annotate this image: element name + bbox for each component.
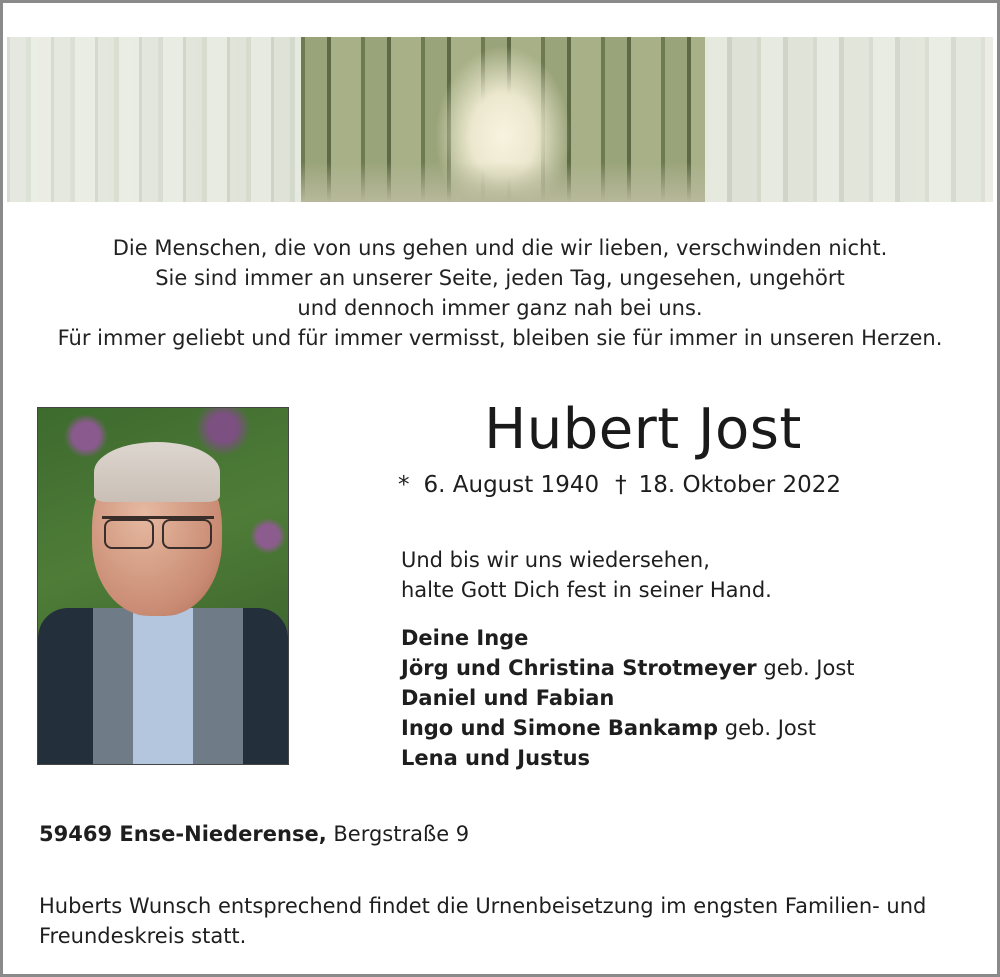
quote-line: Für immer geliebt und für immer vermisst, bleiben sie für immer in unseren Herzen.	[57, 326, 943, 350]
birth-date: 6. August 1940	[423, 472, 600, 498]
quote-line: und dennoch immer ganz nah bei uns.	[297, 296, 703, 320]
verse-line: halte Gott Dich fest in seiner Hand.	[401, 578, 772, 602]
life-dates	[398, 469, 918, 501]
mourner-entry	[401, 653, 855, 683]
birth-symbol: *	[398, 472, 410, 498]
portrait-photo	[37, 407, 289, 765]
portrait-glasses	[102, 516, 214, 547]
mourner-name: Ingo und Simone Bankamp	[401, 716, 719, 740]
mourners-list	[401, 623, 855, 773]
burial-notice: Huberts Wunsch entsprechend findet die Urnenbeisetzung im engsten Familien- und Freundeskreis statt.	[39, 894, 927, 948]
quote-line: Die Menschen, die von uns gehen und die wir lieben, verschwinden nicht.	[112, 236, 888, 260]
mourner-entry	[401, 743, 855, 773]
portrait-body	[38, 608, 288, 765]
quote-line: Sie sind immer an unserer Seite, jeden Tag, ungesehen, ungehört	[155, 266, 845, 290]
death-cross-icon: †	[615, 472, 627, 498]
address-city: 59469 Ense-Niederense,	[39, 822, 327, 846]
mourner-suffix: geb. Jost	[724, 716, 816, 740]
banner-left-faded	[7, 37, 301, 202]
deceased-name: Hubert Jost	[484, 397, 802, 462]
banner-center-forest-path	[301, 37, 705, 202]
death-date: 18. Oktober 2022	[638, 472, 842, 498]
family-address	[39, 819, 469, 849]
farewell-verse	[401, 545, 772, 605]
portrait-hair	[94, 442, 220, 502]
memorial-quote	[3, 233, 997, 353]
address-street: Bergstraße 9	[333, 822, 470, 846]
banner-right-faded	[705, 37, 993, 202]
mourner-entry	[401, 713, 855, 743]
mourner-name: Lena und Justus	[401, 746, 591, 770]
mourner-name: Deine Inge	[401, 626, 529, 650]
mourner-entry	[401, 683, 855, 713]
mourner-entry	[401, 623, 855, 653]
mourner-suffix: geb. Jost	[763, 656, 855, 680]
verse-line: Und bis wir uns wiedersehen,	[401, 548, 710, 572]
mourner-name: Jörg und Christina Strotmeyer	[401, 656, 757, 680]
mourner-name: Daniel und Fabian	[401, 686, 615, 710]
forest-banner-image	[7, 37, 993, 202]
